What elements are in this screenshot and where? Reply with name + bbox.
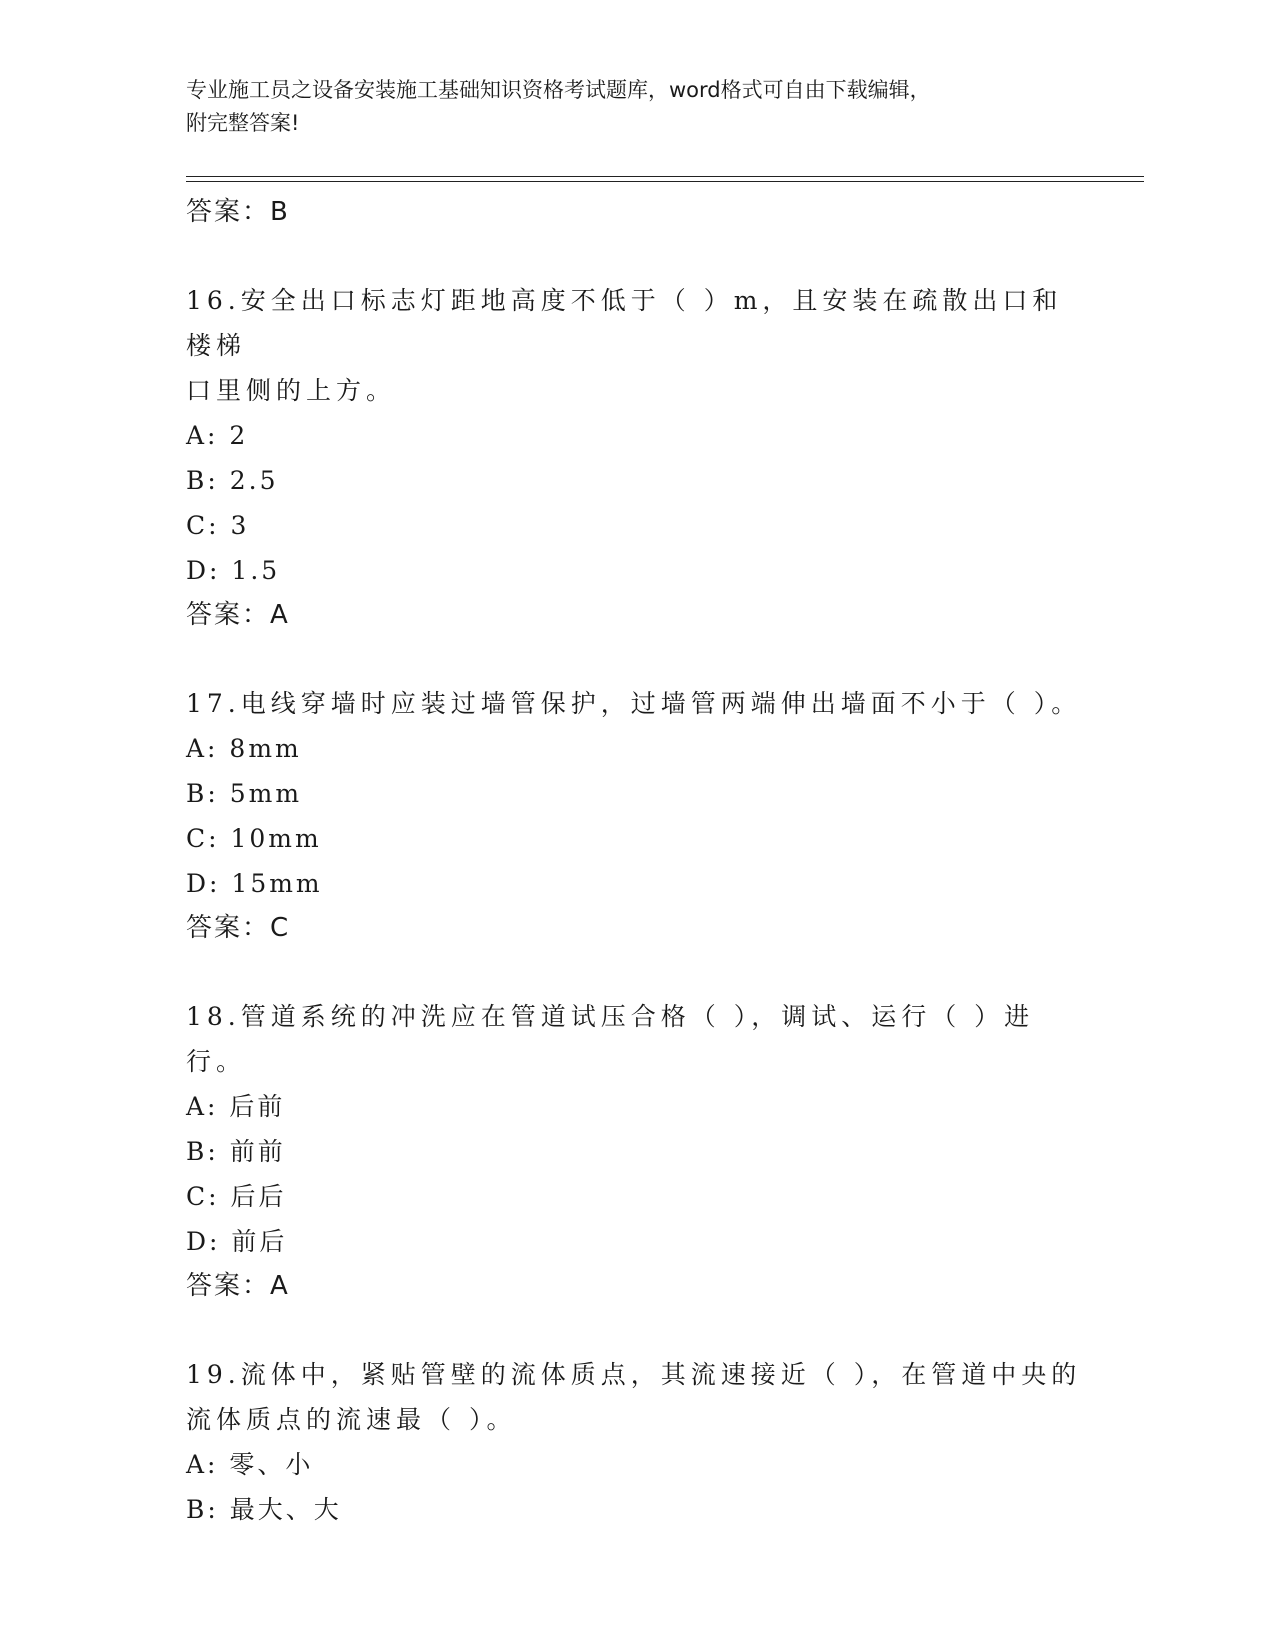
option-d: D: 前后 <box>186 1227 288 1256</box>
option-a: A: 后前 <box>186 1092 286 1121</box>
question-19 <box>186 1352 1086 1532</box>
option-c: C: 3 <box>186 511 250 540</box>
header-divider-top <box>186 176 1144 177</box>
header-line-1: 专业施工员之设备安装施工基础知识资格考试题库，word格式可自由下载编辑， <box>186 78 931 102</box>
answer-line: 答案：A <box>186 1271 290 1301</box>
question-text: 口里侧的上方。 <box>186 376 397 405</box>
question-text: 17.电线穿墙时应装过墙管保护，过墙管两端伸出墙面不小于（ ）。 <box>186 689 1082 718</box>
option-d: D: 1.5 <box>186 556 281 585</box>
document-header <box>186 74 1066 140</box>
question-text: 16.安全出口标志灯距地高度不低于（ ）m，且安装在疏散出口和楼梯 <box>186 286 1063 360</box>
option-b: B: 5mm <box>186 779 303 808</box>
question-16 <box>186 278 1086 637</box>
option-b: B: 最大、大 <box>186 1495 342 1524</box>
question-17 <box>186 681 1086 950</box>
option-c: C: 后后 <box>186 1182 287 1211</box>
option-a: A: 零、小 <box>186 1450 314 1479</box>
option-b: B: 前前 <box>186 1137 286 1166</box>
option-d: D: 15mm <box>186 869 323 898</box>
question-18 <box>186 994 1086 1308</box>
question-list <box>186 190 1086 1532</box>
question-text: 18.管道系统的冲洗应在管道试压合格（ ），调试、运行（ ）进行。 <box>186 1002 1035 1076</box>
answer-line: 答案：A <box>186 600 290 630</box>
question-text: 19.流体中，紧贴管壁的流体质点，其流速接近（ ），在管道中央的 <box>186 1360 1082 1389</box>
option-b: B: 2.5 <box>186 466 279 495</box>
question-text: 流体质点的流速最（ ）。 <box>186 1405 517 1434</box>
option-a: A: 8mm <box>186 734 302 763</box>
option-c: C: 10mm <box>186 824 322 853</box>
header-divider-bottom <box>186 181 1144 182</box>
option-a: A: 2 <box>186 421 249 450</box>
answer-line: 答案：B <box>186 197 290 227</box>
header-line-2: 附完整答案! <box>186 111 300 135</box>
answer-line: 答案：C <box>186 913 291 943</box>
